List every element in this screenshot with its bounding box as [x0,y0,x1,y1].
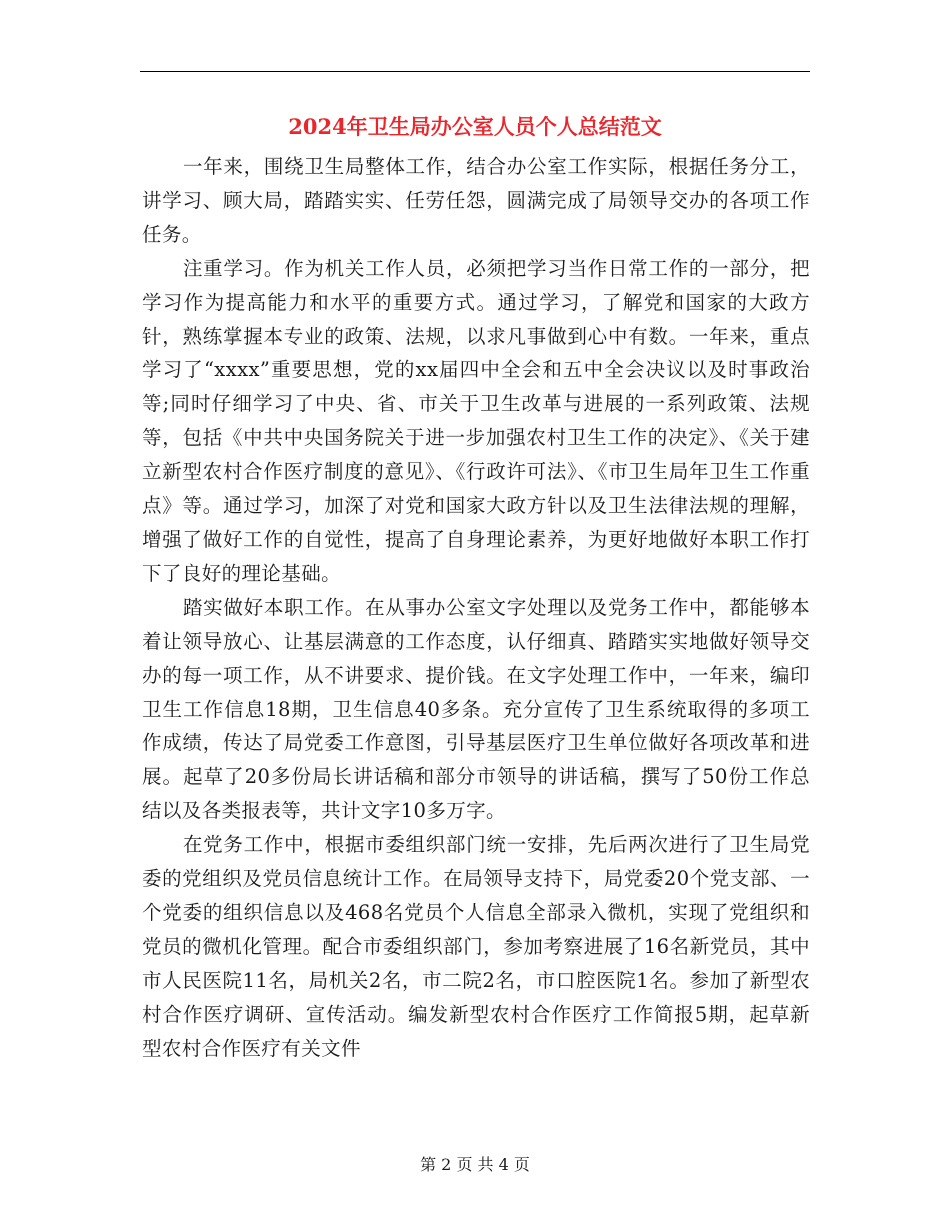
document-body [142,150,810,1065]
header-rule [140,71,810,72]
paragraph-duties: 踏实做好本职工作。在从事办公室文字处理以及党务工作中，都能够本着让领导放心、让基层满意的工作态度，认仔细真、踏踏实实地做好领导交办的每一项工作，从不讲要求、提价钱。在文字处理工作中，一年来，编印卫生工作信息18期，卫生信息40多条。充分宣传了卫生系统取得的多项工作成绩，传达了局党委工作意图，引导基层医疗卫生单位做好各项改革和进展。起草了20多份局长讲话稿和部分市领导的讲话稿，撰写了50份工作总结以及各类报表等，共计文字10多万字。 [142,595,810,823]
paragraph-party-work: 在党务工作中，根据市委组织部门统一安排，先后两次进行了卫生局党委的党组织及党员信息统计工作。在局领导支持下，局党委20个党支部、一个党委的组织信息以及468名党员个人信息全部录入微机，实现了党组织和党员的微机化管理。配合市委组织部门，参加考察进展了16名新党员，其中市人民医院11名，局机关2名，市二院2名，市口腔医院1名。参加了新型农村合作医疗调研、宣传活动。编发新型农村合作医疗工作简报5期，起草新型农村合作医疗有关文件 [142,833,810,1060]
paragraph-study: 注重学习。作为机关工作人员，必须把学习当作日常工作的一部分，把学习作为提高能力和水平的重要方式。通过学习，了解党和国家的大政方针，熟练掌握本专业的政策、法规，以求凡事做到心中有数。一年来，重点学习了“xxxx”重要思想，党的xx届四中全会和五中全会决议以及时事政治等;同时仔细学习了中央、省、市关于卫生改革与进展的一系列政策、法规等，包括《中共中央国务院关于进一步加强农村卫生工作的决定》、《关于建立新型农村合作医疗制度的意见》、《行政许可法》、《市卫生局年卫生工作重点》等。通过学习，加深了对党和国家大政方针以及卫生法律法规的理解，增强了做好工作的自觉性，提高了自身理论素养，为更好地做好本职工作打下了良好的理论基础。 [142,256,810,585]
page-number-footer: 第 2 页 共 4 页 [420,1155,530,1174]
document-title: 2024年卫生局办公室人员个人总结范文 [288,114,662,139]
paragraph-intro: 一年来，围绕卫生局整体工作，结合办公室工作实际，根据任务分工，讲学习、顾大局，踏踏实实、任劳任怨，圆满完成了局领导交办的各项工作任务。 [142,155,810,246]
